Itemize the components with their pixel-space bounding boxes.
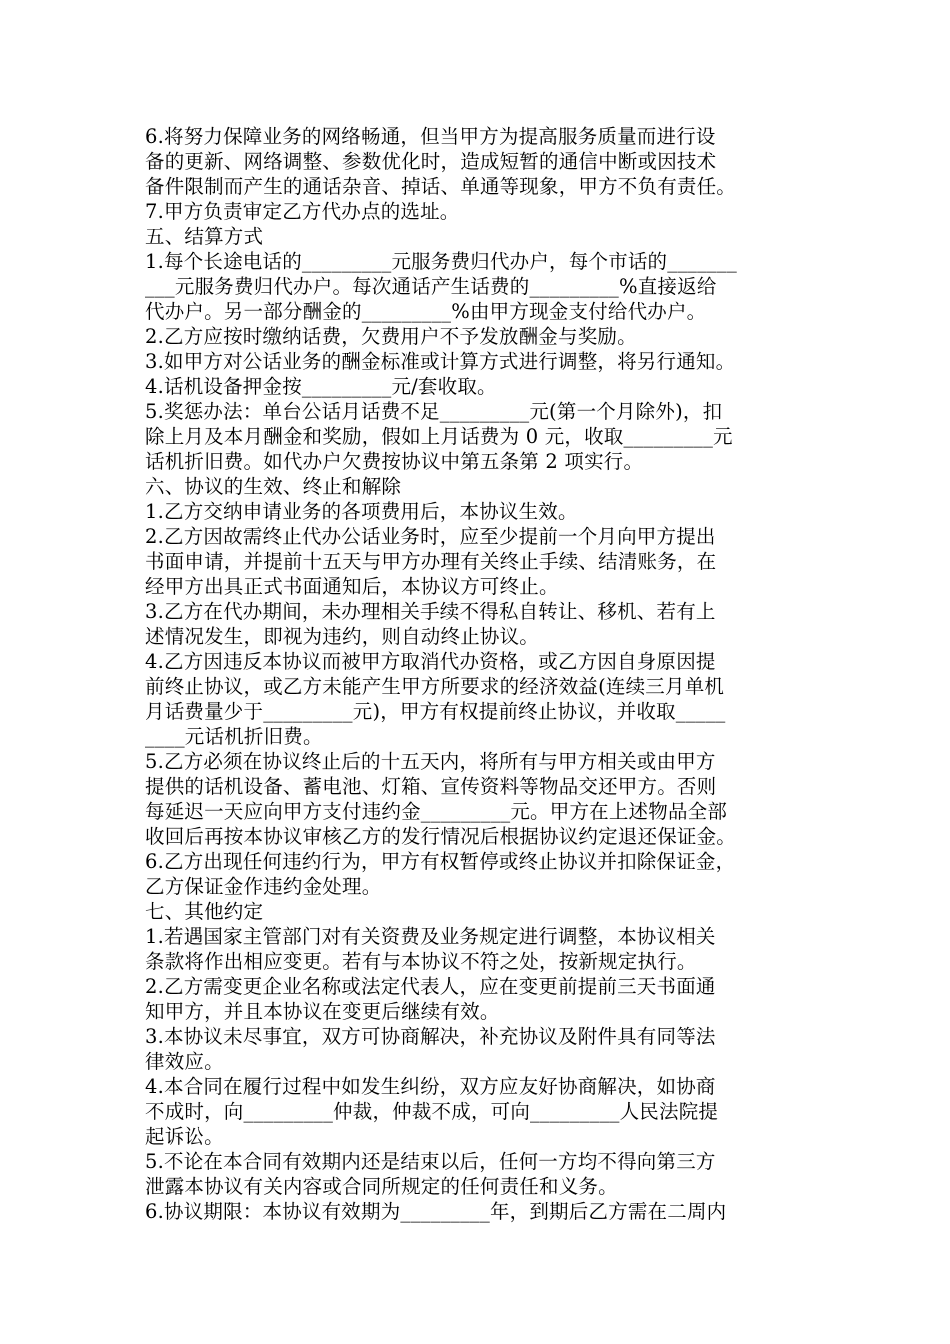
text-line: 备的更新、网络调整、参数优化时，造成短暂的通信中断或因技术 [145,150,717,173]
text-line: 不成时，向_________仲裁，仲裁不成，可向_________人民法院提 [145,1100,719,1123]
text-line: 提供的话机设备、蓄电池、灯箱、宣传资料等物品交还甲方。否则 [145,775,717,798]
text-line: 4.话机设备押金按_________元/套收取。 [145,375,497,398]
text-line: 书面申请，并提前十五天与甲方办理有关终止手续、结清账务，在 [145,550,717,573]
text-line: 每延迟一天应向甲方支付违约金_________元。甲方在上述物品全部 [145,800,728,823]
text-line: 起诉讼。 [145,1125,224,1148]
text-line: 2.乙方需变更企业名称或法定代表人，应在变更前提前三天书面通 [145,975,716,998]
text-line: 4.乙方因违反本协议而被甲方取消代办资格，或乙方因自身原因提 [145,650,716,673]
text-line: 前终止协议，或乙方未能产生甲方所要求的经济效益(连续三月单机 [145,675,725,698]
text-line: 收回后再按本协议审核乙方的发行情况后根据协议约定退还保证金。 [145,825,737,848]
text-line: ___元服务费归代办户。每次通话产生话费的_________%直接返给 [145,275,717,298]
text-line: 3.乙方在代办期间，未办理相关手续不得私自转让、移机、若有上 [145,600,716,623]
text-line: 5.奖惩办法：单台公话月话费不足_________元(第一个月除外)，扣 [145,400,723,423]
text-line: 7.甲方负责审定乙方代办点的选址。 [145,200,460,223]
document-body [145,124,817,1224]
text-line: 七、其他约定 [145,900,264,923]
text-line: 2.乙方应按时缴纳话费，欠费用户不予发放酬金与奖励。 [145,325,637,348]
text-line: 六、协议的生效、终止和解除 [145,475,402,498]
text-line: 律效应。 [145,1050,224,1073]
text-line: 除上月及本月酬金和奖励，假如上月话费为 0 元，收取_________元 [145,425,733,448]
text-line: 6.乙方出现任何违约行为，甲方有权暂停或终止协议并扣除保证金， [145,850,736,873]
text-line: 代办户。另一部分酬金的_________%由甲方现金支付给代办户。 [145,300,707,323]
text-line: 3.本协议未尽事宜，双方可协商解决，补充协议及附件具有同等法 [145,1025,716,1048]
text-line: ____元话机折旧费。 [145,725,323,748]
text-line: 4.本合同在履行过程中如发生纠纷，双方应友好协商解决，如协商 [145,1075,716,1098]
text-line: 乙方保证金作违约金处理。 [145,875,382,898]
text-line: 1.每个长途电话的_________元服务费归代办户，每个市话的_______ [145,250,737,273]
text-line: 1.乙方交纳申请业务的各项费用后，本协议生效。 [145,500,578,523]
text-line: 1.若遇国家主管部门对有关资费及业务规定进行调整，本协议相关 [145,925,716,948]
text-line: 话机折旧费。如代办户欠费按协议中第五条第 2 项实行。 [145,450,644,473]
text-line: 五、结算方式 [145,225,264,248]
text-line: 条款将作出相应变更。若有与本协议不符之处，按新规定执行。 [145,950,697,973]
text-line: 知甲方，并且本协议在变更后继续有效。 [145,1000,500,1023]
text-line: 3.如甲方对公话业务的酬金标准或计算方式进行调整，将另行通知。 [145,350,736,373]
text-line: 月话费量少于_________元)，甲方有权提前终止协议，并收取_____ [145,700,726,723]
text-line: 备件限制而产生的通话杂音、掉话、单通等现象，甲方不负有责任。 [145,175,737,198]
text-line: 5.不论在本合同有效期内还是结束以后，任何一方均不得向第三方 [145,1150,716,1173]
text-line: 述情况发生，即视为违约，则自动终止协议。 [145,625,540,648]
text-line: 6.将努力保障业务的网络畅通，但当甲方为提高服务质量而进行设 [145,125,716,148]
text-line: 2.乙方因故需终止代办公话业务时，应至少提前一个月向甲方提出 [145,525,716,548]
text-line: 泄露本协议有关内容或合同所规定的任何责任和义务。 [145,1175,618,1198]
text-line: 6.协议期限：本协议有效期为_________年，到期后乙方需在二周内 [145,1200,727,1223]
text-line: 经甲方出具正式书面通知后，本协议方可终止。 [145,575,559,598]
text-line: 5.乙方必须在协议终止后的十五天内，将所有与甲方相关或由甲方 [145,750,716,773]
